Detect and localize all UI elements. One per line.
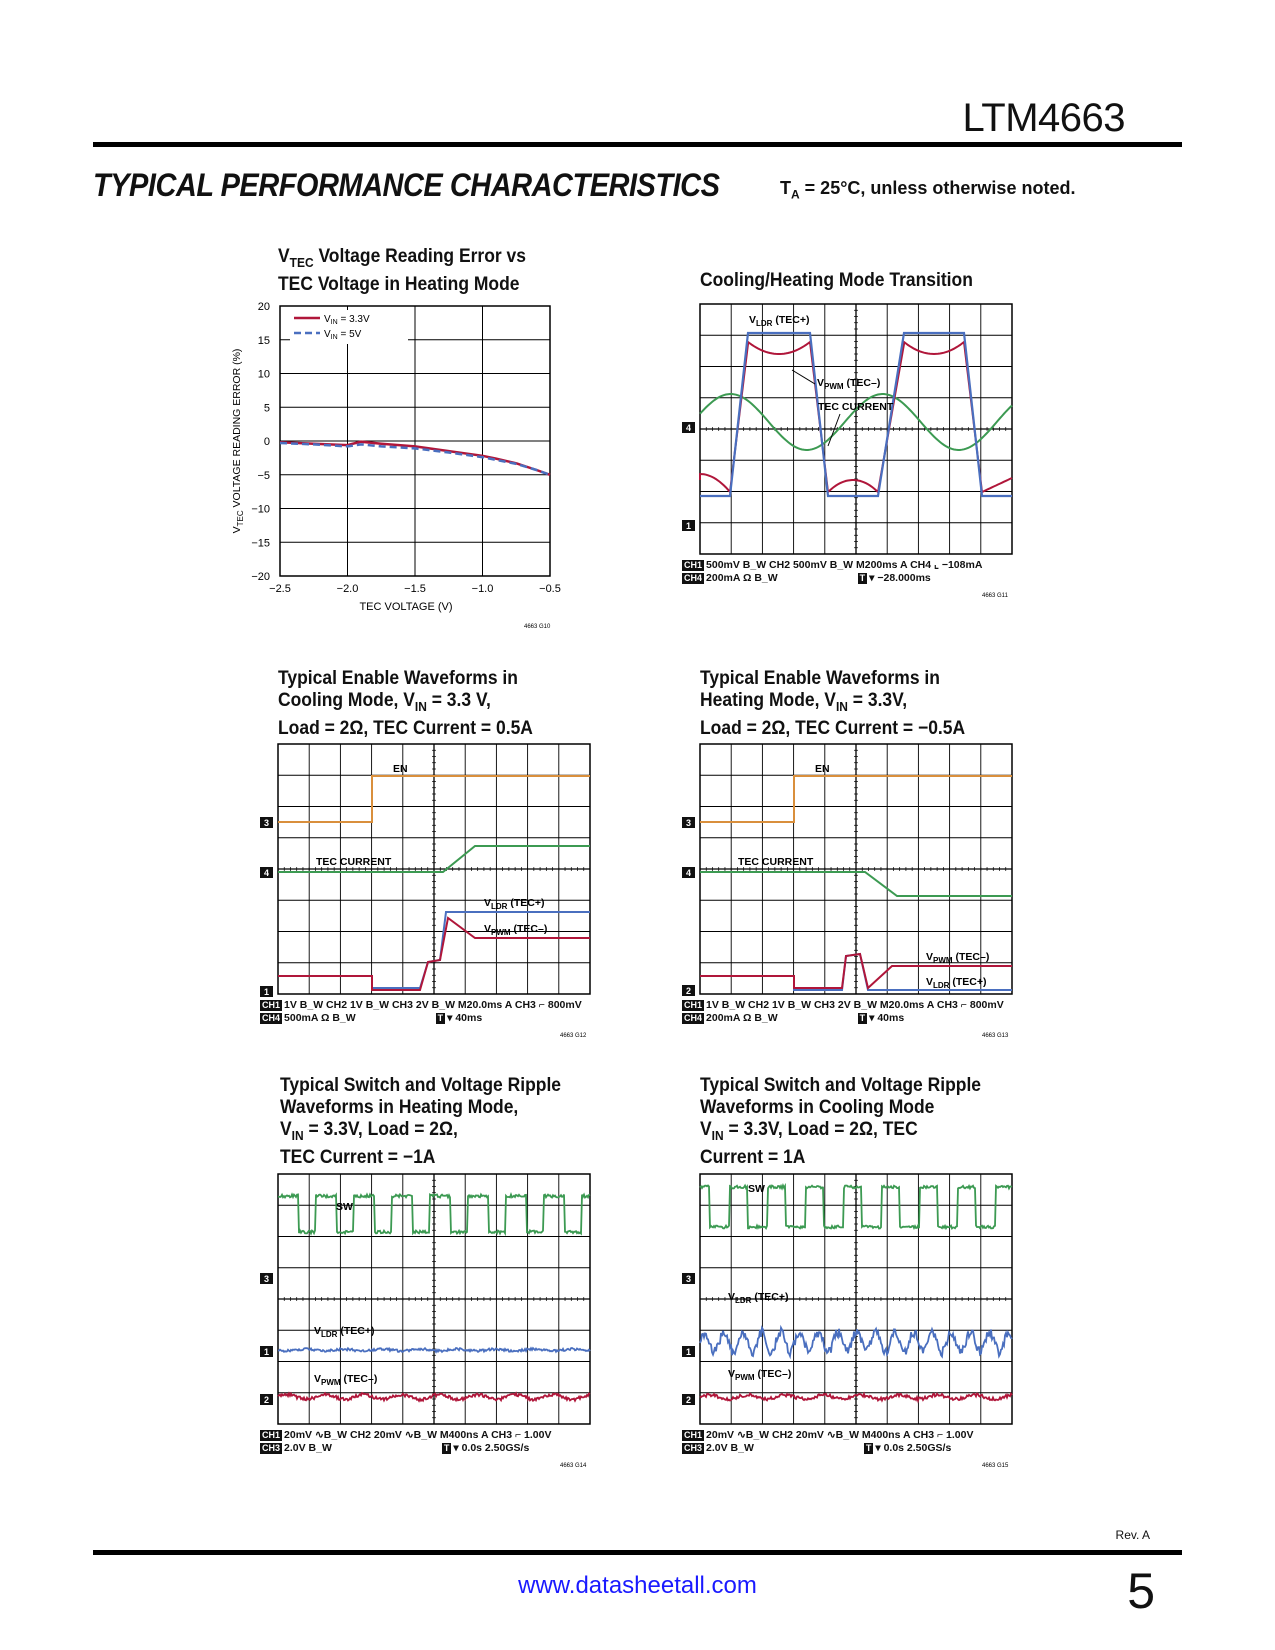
chart1-ytick-label: −5 <box>257 469 270 482</box>
chart4-readout: CH1 1V B_W CH2 1V B_W CH3 2V B_W M20.0ms A CH3 ⌐ 800mV CH4 200mA Ω B_W T ▾ 40ms <box>684 999 1004 1024</box>
footer-rule <box>93 1550 1182 1555</box>
chart1-xtick-label: −2.0 <box>336 583 359 595</box>
chart1-ytick-label: 20 <box>257 301 270 313</box>
chart4-vpwm-label: $V_{PWM}$ (TEC–) <box>926 951 990 965</box>
chart1-figure-id: 4663 G10 <box>524 624 551 630</box>
chart4-figure-id: 4663 G13 <box>982 1033 1009 1039</box>
chart1-legend <box>290 310 408 344</box>
chart5-marker-3 <box>260 1273 273 1284</box>
chart1-ytick-label: −20 <box>251 571 270 583</box>
chart3-marker-3 <box>260 817 273 828</box>
chart1-xtick-label: −2.5 <box>269 583 291 595</box>
svg-text:1: 1 <box>263 987 270 997</box>
chart3-marker-1 <box>260 986 273 997</box>
chart2-marker-4 <box>682 422 695 433</box>
revision-label: Rev. A <box>1115 1528 1150 1542</box>
svg-text:1: 1 <box>685 1347 692 1357</box>
conditions-note: $T_A = 25^\circ C$, unless otherwise noted. <box>780 178 1076 202</box>
chart2-readout: CH1 500mV B_W CH2 500mV B_W M200ms A CH4 ⌞ −108mA CH4 200mA Ω B_W T ▾ −28.000ms <box>684 559 983 584</box>
chart3-figure-id: 4663 G12 <box>560 1033 587 1039</box>
chart6-marker-3 <box>682 1273 695 1284</box>
chart1-ytick-label: −10 <box>251 503 270 516</box>
chart5-sw-label: SW <box>336 1201 353 1213</box>
chart1-yticks <box>251 301 270 583</box>
section-title: TYPICAL PERFORMANCE CHARACTERISTICS <box>93 168 720 204</box>
chart6-marker-2 <box>682 1394 695 1405</box>
chart1-ytick-label: 10 <box>257 368 270 381</box>
chart5-plot <box>260 1172 600 1472</box>
chart5-readout: CH1 20mV ∿B_W CH2 20mV ∿B_W M400ns A CH3 ⌐ 1.00V CH3 2.0V B_W T ▾ 0.0s 2.50GS/s <box>262 1429 552 1454</box>
chart4-marker-3 <box>682 817 695 828</box>
chart3-vpwm-label: $V_{PWM}$ (TEC–) <box>484 923 548 937</box>
chart4-tec-label: TEC CURRENT <box>738 856 814 868</box>
chart2-marker-1 <box>682 520 695 531</box>
part-number: LTM4663 <box>962 96 1125 140</box>
legend-label-vin33: $V_{IN} = 3.3V$ <box>324 314 370 326</box>
chart2-tec-label: TEC CURRENT <box>818 401 894 413</box>
svg-text:4: 4 <box>685 868 692 878</box>
chart6-vpwm-label: $V_{PWM}$ (TEC–) <box>728 1368 792 1382</box>
chart6-plot <box>682 1172 1022 1472</box>
legend-label-vin5: $V_{IN} = 5V$ <box>324 329 362 341</box>
chart5-vldr-label: $V_{LDR}$ (TEC+) <box>314 1325 375 1339</box>
chart5-marker-1 <box>260 1346 273 1357</box>
chart4-title: Typical Enable Waveforms in Heating Mode, $V_{IN} = 3.3V$, Load = 2Ω, TEC Current = −0.5A <box>700 668 966 739</box>
chart1-plot <box>210 296 570 636</box>
chart2-vldr-label: $V_{LDR}$ (TEC+) <box>749 314 810 328</box>
svg-text:1: 1 <box>685 521 692 531</box>
chart1-grid <box>280 306 550 576</box>
chart5-vpwm-label: $V_{PWM}$ (TEC–) <box>314 1373 378 1387</box>
svg-text:3: 3 <box>263 1274 270 1284</box>
chart5-title: Typical Switch and Voltage Ripple Waveforms in Heating Mode, $V_{IN} = 3.3V$, Load = 2Ω, TEC Current = −1A <box>280 1075 562 1168</box>
svg-text:3: 3 <box>685 1274 692 1284</box>
chart1-xtick-label: −1.0 <box>471 583 494 595</box>
svg-text:2: 2 <box>685 1395 692 1405</box>
chart1-ylabel: $V_{TEC}$ VOLTAGE READING ERROR (%) <box>231 348 245 534</box>
chart1-ytick-label: −15 <box>251 537 270 550</box>
chart3-marker-4 <box>260 867 273 878</box>
chart3-tec-label: TEC CURRENT <box>316 856 392 868</box>
chart1-xticks <box>269 583 561 595</box>
chart1-xtick-label: −1.5 <box>404 583 426 595</box>
chart4-plot <box>682 742 1022 1042</box>
svg-text:4: 4 <box>685 423 692 433</box>
chart3-title: Typical Enable Waveforms in Cooling Mode, $V_{IN} = 3.3$ V, Load = 2Ω, TEC Current = 0.5A <box>278 668 533 739</box>
chart2-vpwm-label: $V_{PWM}$ (TEC–) <box>817 377 881 391</box>
svg-text:4: 4 <box>263 868 270 878</box>
chart1-title: $V_{TEC}$ Voltage Reading Error vs TEC Voltage in Heating Mode <box>278 246 527 295</box>
chart3-readout: CH1 1V B_W CH2 1V B_W CH3 2V B_W M20.0ms A CH3 ⌐ 800mV CH4 500mA Ω B_W T ▾ 40ms <box>262 999 582 1024</box>
page-number: 5 <box>1127 1563 1155 1619</box>
svg-text:3: 3 <box>685 818 692 828</box>
chart6-figure-id: 4663 G15 <box>982 1463 1009 1469</box>
chart6-readout: CH1 20mV ∿B_W CH2 20mV ∿B_W M400ns A CH3 ⌐ 1.00V CH3 2.0V B_W T ▾ 0.0s 2.50GS/s <box>684 1429 974 1454</box>
chart3-en-label: EN <box>393 763 408 775</box>
footer-url[interactable]: www.datasheetall.com <box>518 1572 757 1599</box>
chart2-figure-id: 4663 G11 <box>982 593 1008 599</box>
svg-text:2: 2 <box>263 1395 270 1405</box>
chart6-title: Typical Switch and Voltage Ripple Waveforms in Cooling Mode $V_{IN} = 3.3V$, Load = 2Ω, TEC Current = 1A <box>700 1075 982 1168</box>
svg-text:2: 2 <box>685 986 692 996</box>
chart2-plot <box>682 302 1022 602</box>
chart1-ytick-label: 5 <box>263 402 270 415</box>
chart3-vldr-label: $V_{LDR}$ (TEC+) <box>484 897 545 911</box>
chart3-plot <box>260 742 600 1042</box>
chart4-marker-2 <box>682 985 695 996</box>
chart6-sw-label: SW <box>748 1183 765 1195</box>
chart4-marker-4 <box>682 867 695 878</box>
chart1-xtick-label: −0.5 <box>539 583 561 595</box>
chart2-title: Cooling/Heating Mode Transition <box>700 270 973 291</box>
chart5-marker-2 <box>260 1394 273 1405</box>
chart6-vldr-label: $V_{LDR}$ (TEC+) <box>728 1291 789 1305</box>
chart1-ytick-label: 15 <box>257 334 270 347</box>
header-rule <box>93 142 1182 147</box>
chart4-vldr-label: $V_{LDR}$ (TEC+) <box>926 976 987 990</box>
chart1-xlabel: TEC VOLTAGE (V) <box>359 601 453 613</box>
chart4-en-label: EN <box>815 763 830 775</box>
svg-text:1: 1 <box>263 1347 270 1357</box>
svg-text:3: 3 <box>263 818 270 828</box>
chart5-figure-id: 4663 G14 <box>560 1463 587 1469</box>
chart1-ytick-label: 0 <box>263 436 270 448</box>
chart6-marker-1 <box>682 1346 695 1357</box>
